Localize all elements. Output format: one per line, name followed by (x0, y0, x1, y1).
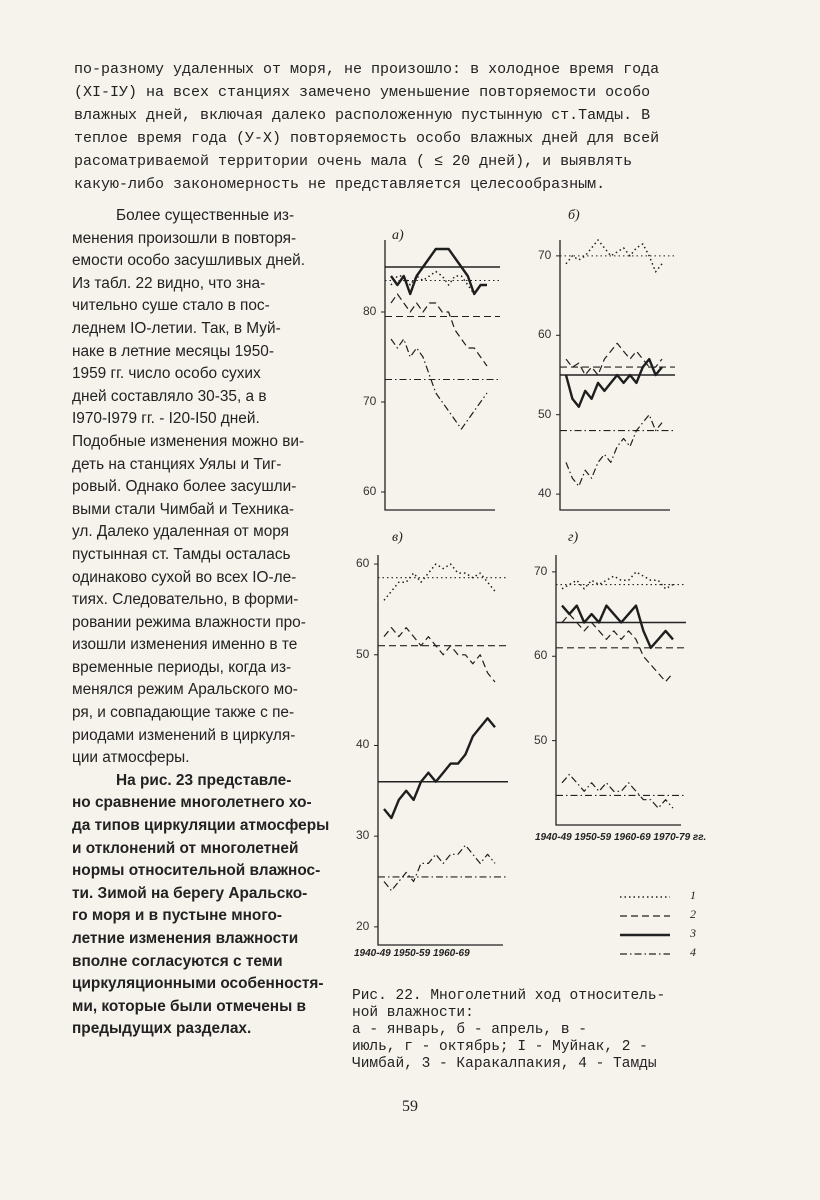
series-3-line (566, 359, 662, 407)
x-axis-label-right: 1940-49 1950-59 1960-69 1970-79 гг. (535, 832, 707, 843)
series-4-line (566, 415, 662, 487)
series-3-line (391, 249, 487, 294)
series-3-line (384, 718, 495, 818)
legend-item (580, 909, 730, 925)
figure-22-svg (350, 200, 730, 970)
y-tick-label: 80 (363, 304, 377, 318)
y-tick-label: 70 (538, 247, 552, 262)
figure-caption (352, 988, 732, 1073)
y-tick-label: 60 (534, 648, 548, 663)
chart-axis (378, 555, 503, 945)
panel-label-a: а) (392, 228, 404, 243)
panel-label-v: в) (392, 530, 403, 545)
x-axis-label-left: 1940-49 1950-59 1960-69 (354, 948, 470, 959)
y-tick-label: 60 (538, 327, 552, 342)
page-number: 59 (402, 1098, 418, 1115)
legend-item (580, 890, 730, 906)
y-tick-label: 40 (538, 486, 552, 501)
legend-label-4: 4 (690, 945, 696, 959)
legend-label-2: 2 (690, 907, 696, 921)
y-tick-label: 40 (356, 737, 370, 752)
series-1-line (562, 572, 673, 589)
series-2-line (384, 628, 495, 682)
chart-axis (556, 555, 681, 825)
y-tick-label: 30 (356, 828, 370, 843)
top-paragraph: по-разному удаленных от моря, не произошло: в холодное время года (XI-IУ) на всех станциях замечено уменьшение повторяемости особо влажных дней, включая далеко расположенную пустынную ст.Тамды. В теплое время года (У-Х) повторяемость особо влажных дней для всей расоматриваемой территории очень мала ( ≤ 20 дней), и выявлять какую-либо закономерность не представляется целесообразным. (74, 61, 660, 193)
series-4-line (562, 774, 673, 808)
caption-body: а - январь, б - апрель, в - июль, г - октябрь; I - Муйнак, 2 - Чимбай, 3 - Каракалпакия, 4 - Тамды (352, 1022, 657, 1072)
panel-label-b: б) (568, 208, 580, 223)
y-tick-label: 60 (363, 484, 377, 498)
y-tick-label: 70 (363, 394, 377, 408)
series-1-line (384, 564, 495, 600)
figure-legend (580, 890, 730, 966)
y-tick-label: 20 (356, 918, 370, 933)
paragraph-circulation-comparison: На рис. 23 представле- но сравнение многолетнего хо- да типов циркуляции атмосферы и отклонений от многолетней нормы относительной влажнос- ти. Зимой на берегу Аральско- го моря и в пустыне много- летние изменения влажности вполне согласуются с теми циркуляционными особенностя- ми, которые были отмечены в предыдущих разделах. (72, 771, 330, 1038)
paragraph-humidity-changes: Более существенные из- менения произошли в повторя- емости особо засушливых дней. Из табл. 22 видно, что зна- чительно суше стало в пос- леднем IO-летии. Так, в Муй- наке в летние месяцы 1950- 1959 гг. число особо сухих дней составляло 30-35, а в I970-I979 гг. - I20-I50 дней. Подобные изменения можно ви- деть на станциях Уялы и Тиг- ровый. Однако более засушли- выми стали Чимбай и Техника- ул. Далеко удаленная от моря пустынная ст. Тамды осталась одинаково сухой во всех IO-ле- тиях. Следовательно, в форми- ровании режима влажности про- изошли изменения именно в те временные периоды, когда из- менялся режим Аральского мо- ря, и совпадающие также с пе- риодами изменений в циркуля- ции атмосферы. (72, 207, 306, 767)
series-3-line (562, 606, 673, 648)
series-2-line (566, 343, 662, 375)
series-2-line (391, 294, 487, 366)
y-tick-label: 50 (538, 406, 552, 421)
series-4-line (391, 339, 487, 429)
legend-label-3: 3 (690, 926, 696, 940)
y-tick-label: 50 (534, 732, 548, 747)
y-tick-label: 70 (534, 563, 548, 578)
figure-22 (350, 200, 730, 970)
y-tick-label: 60 (356, 556, 370, 571)
series-4-line (384, 845, 495, 890)
legend-item (580, 928, 730, 944)
left-column-text (72, 205, 352, 1041)
legend-label-1: 1 (690, 888, 696, 902)
y-tick-label: 50 (356, 646, 370, 661)
caption-title: Рис. 22. Многолетний ход относитель- ной влажности: (352, 988, 666, 1021)
panel-label-g: г) (568, 530, 579, 545)
legend-item (580, 947, 730, 963)
